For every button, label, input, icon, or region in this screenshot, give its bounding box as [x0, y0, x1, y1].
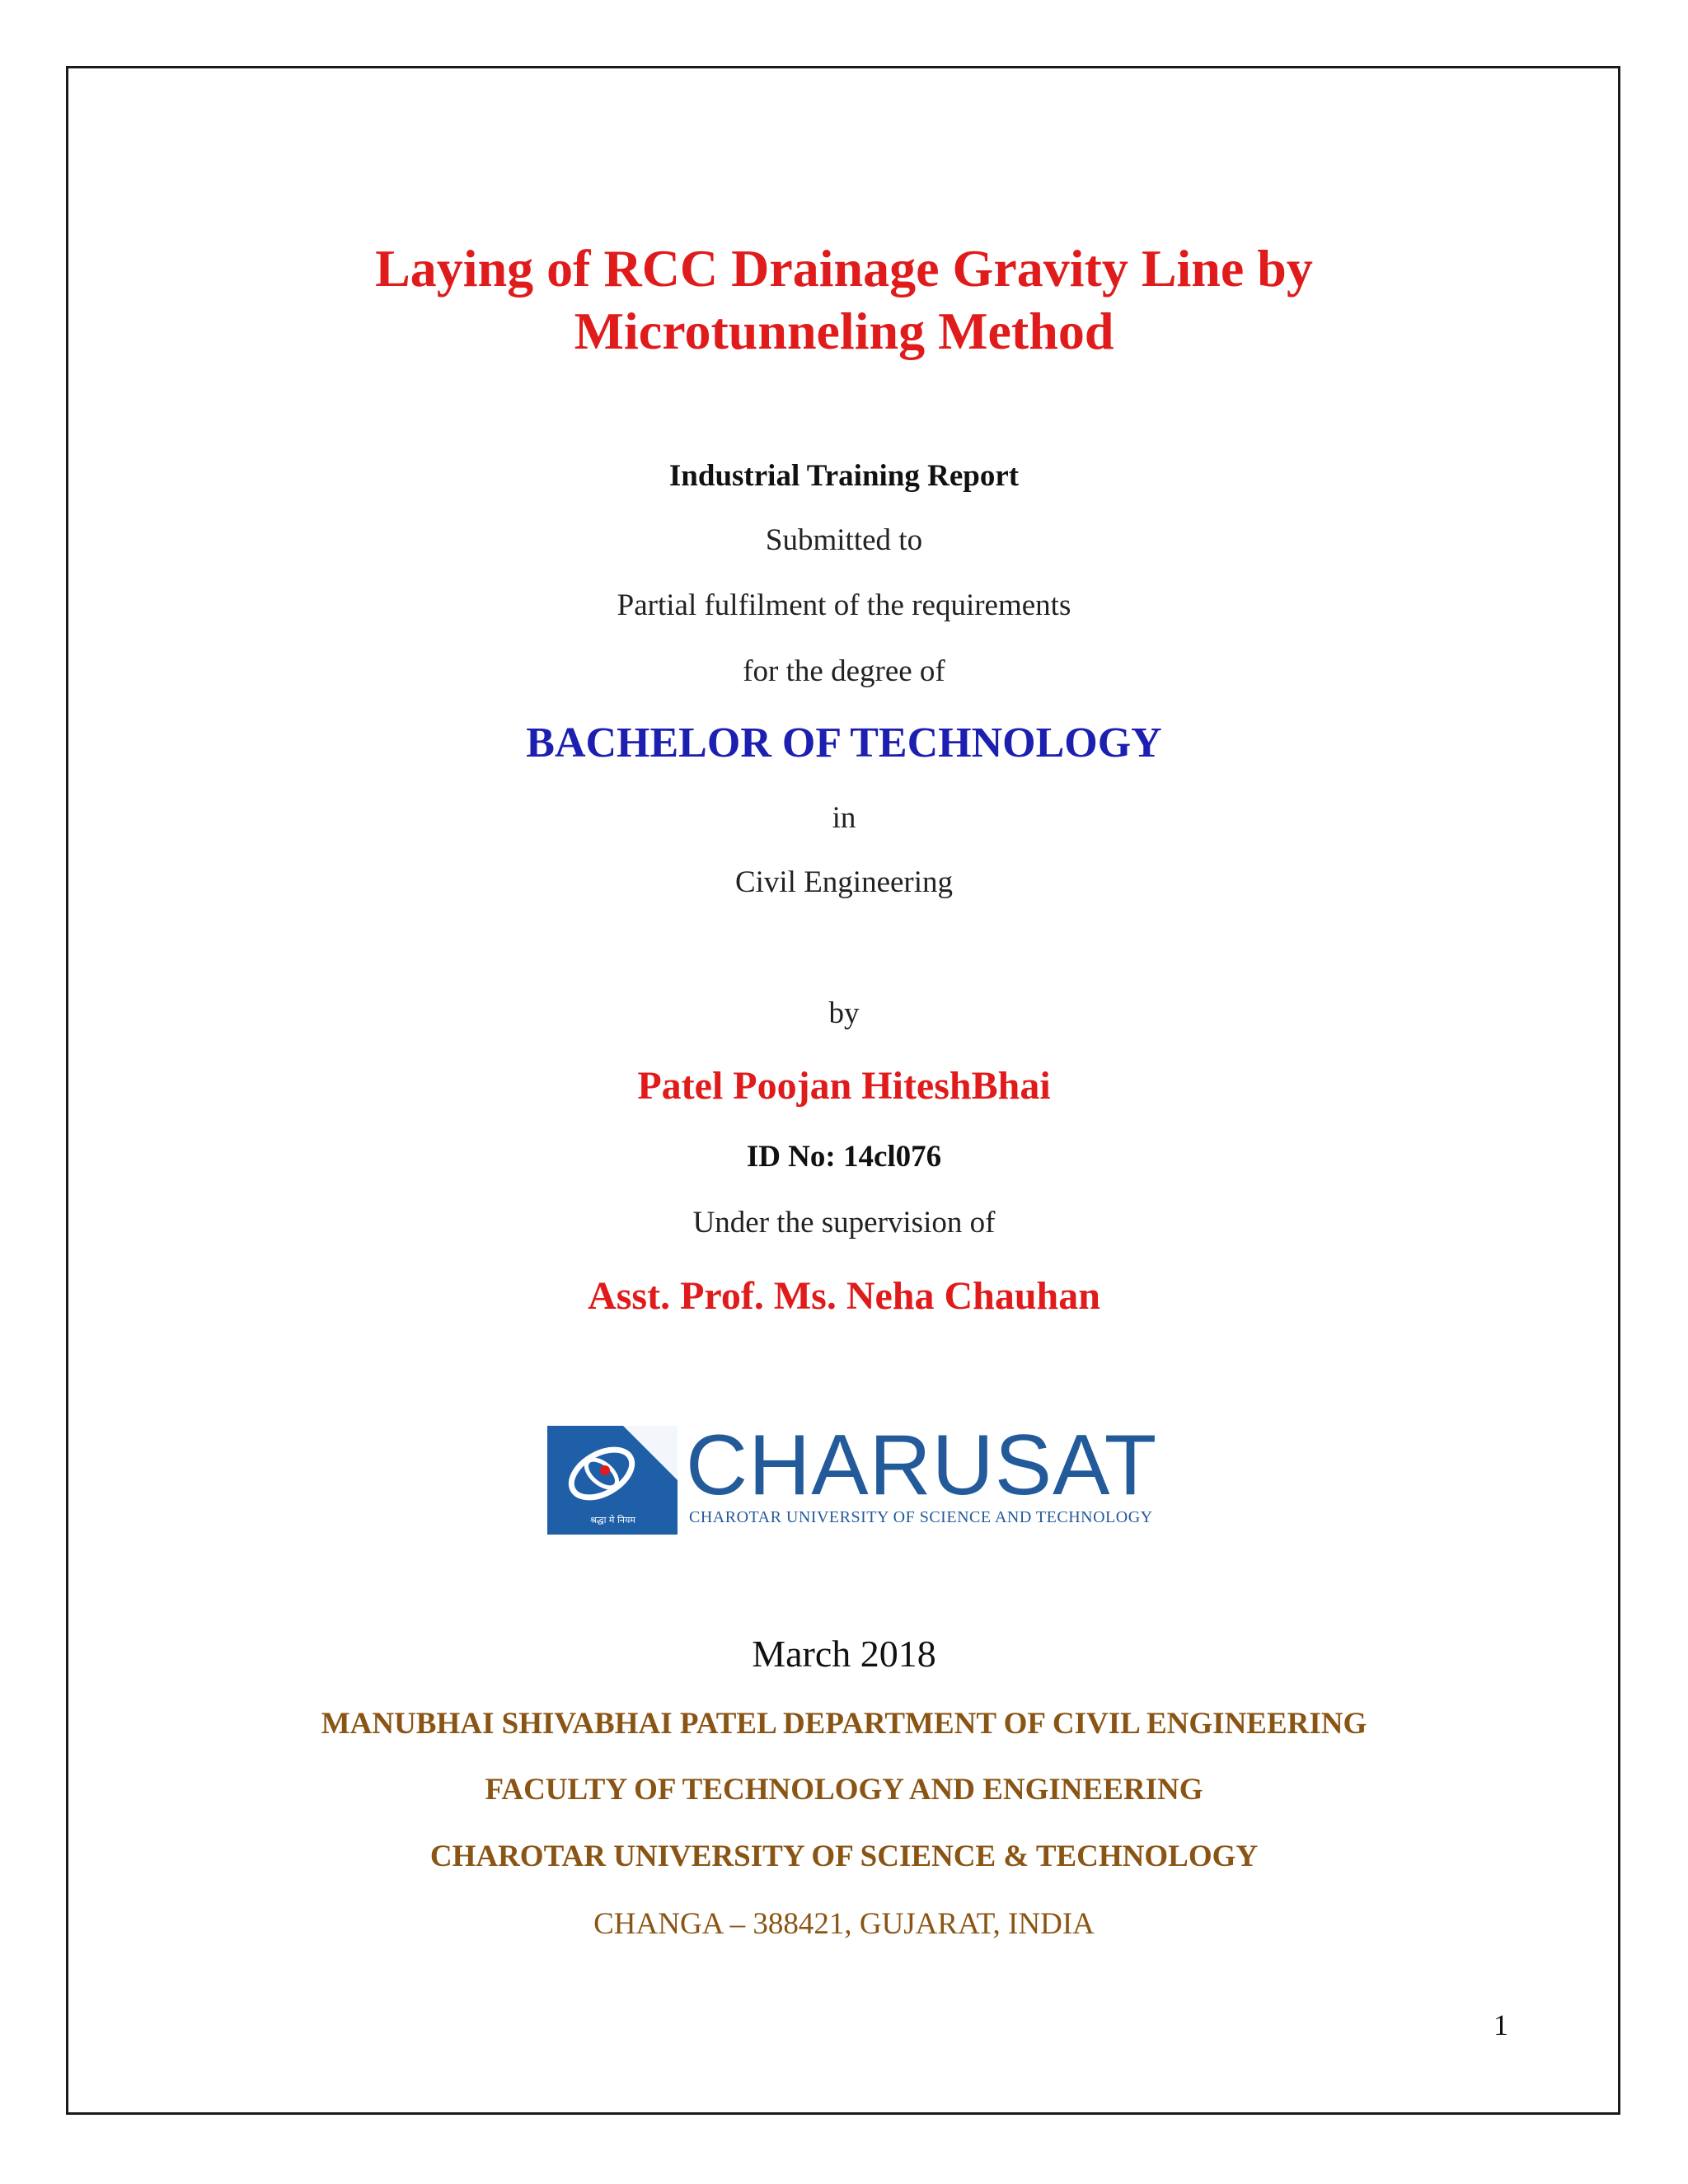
- degree-name: BACHELOR OF TECHNOLOGY: [526, 719, 1162, 766]
- emblem-caption: श्रद्धा मे नियम: [590, 1515, 635, 1526]
- fulfilment-text: Partial fulfilment of the requirements: [617, 588, 1071, 622]
- charusat-logo: [547, 1418, 1158, 1535]
- degree-intro: for the degree of: [743, 654, 945, 688]
- university-address: CHANGA – 388421, GUJARAT, INDIA: [593, 1907, 1095, 1941]
- supervisor-name: Asst. Prof. Ms. Neha Chauhan: [588, 1274, 1100, 1318]
- faculty-name: FACULTY OF TECHNOLOGY AND ENGINEERING: [485, 1773, 1203, 1807]
- supervision-text: Under the supervision of: [692, 1206, 996, 1240]
- department-name: MANUBHAI SHIVABHAI PATEL DEPARTMENT OF CIVIL ENGINEERING: [321, 1707, 1367, 1741]
- submitted-to: Submitted to: [765, 523, 923, 557]
- page-number: 1: [1493, 2008, 1508, 2041]
- by-text: by: [828, 996, 860, 1030]
- logo-wordmark: CHARUSAT: [686, 1418, 1158, 1513]
- author-name: Patel Poojan HiteshBhai: [637, 1064, 1051, 1108]
- report-type: Industrial Training Report: [668, 459, 1020, 493]
- logo-tagline: CHAROTAR UNIVERSITY OF SCIENCE AND TECHNOLOGY: [689, 1508, 1153, 1526]
- university-name: CHAROTAR UNIVERSITY OF SCIENCE & TECHNOLOGY: [429, 1840, 1259, 1873]
- branch-name: Civil Engineering: [734, 865, 954, 899]
- report-title-line-2: Microtunneling Method: [574, 302, 1114, 360]
- report-title-line-1: Laying of RCC Drainage Gravity Line by: [375, 239, 1313, 298]
- university-emblem-icon: [547, 1426, 678, 1535]
- submission-date: March 2018: [752, 1633, 936, 1675]
- student-id: ID No: 14cl076: [746, 1140, 942, 1174]
- in-text: in: [832, 801, 856, 835]
